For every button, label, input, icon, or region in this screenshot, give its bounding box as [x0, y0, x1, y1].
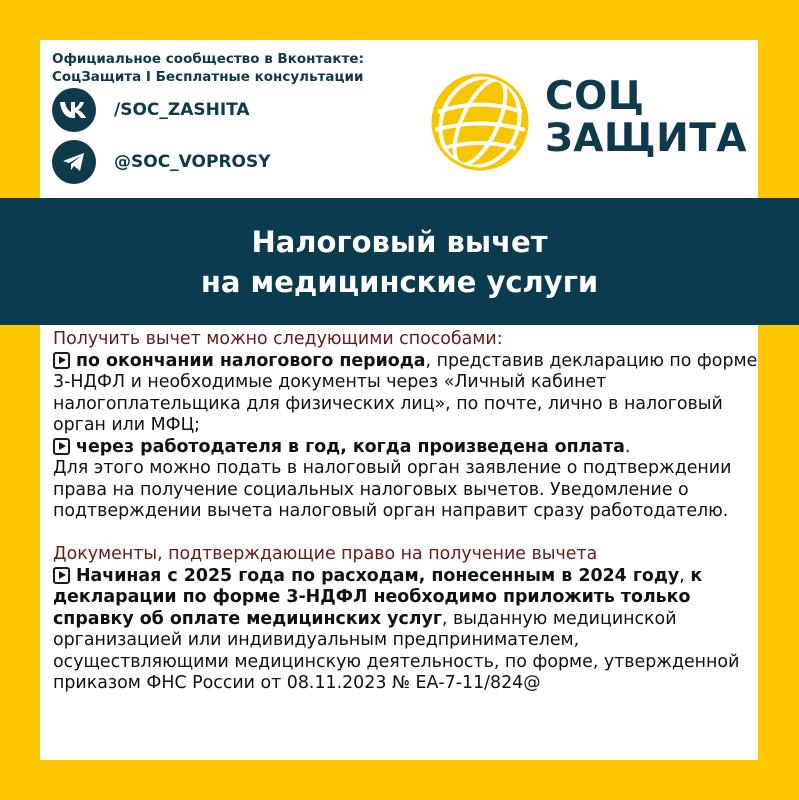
telegram-link[interactable]	[52, 140, 271, 184]
logo-line-1: СОЦ	[545, 74, 645, 119]
telegram-icon	[52, 140, 96, 184]
item-2-text: .	[624, 436, 631, 457]
logo-line-2: ЗАЩИТА	[545, 116, 748, 161]
globe-logo-icon	[430, 72, 530, 176]
play-icon	[53, 352, 70, 369]
section-2-heading: Документы, подтверждающие право на получение вычета	[53, 544, 598, 564]
content-text	[53, 329, 758, 695]
item-3-bold: Начиная с 2025 года по расходам, понесенным в 2024 году	[76, 565, 680, 586]
telegram-handle: @SOC_VOPROSY	[114, 152, 271, 172]
community-line-1: Официальное сообщество в Вконтакте:	[52, 51, 364, 67]
banner-title-line-1: Налоговый вычет	[251, 224, 548, 259]
vk-icon	[52, 88, 96, 132]
vk-handle: /SOC_ZASHITA	[114, 100, 250, 120]
item-1-bold: по окончании налогового периода	[76, 350, 426, 371]
banner-title-line-2: на медицинские услуги	[200, 264, 599, 299]
section-1-heading: Получить вычет можно следующими способами:	[53, 329, 503, 349]
content-card	[40, 325, 758, 760]
item-2-bold: через работодателя в год, когда произведена оплата	[76, 436, 625, 457]
vk-link[interactable]	[52, 88, 250, 132]
play-icon	[53, 438, 70, 455]
brand-logo-text	[545, 76, 747, 160]
paragraph: Для этого можно подать в налоговый орган заявление о подтверждении права на получение социальных налоговых вычетов. Уведомление о подтверждении вычета налоговый орган направит сразу работодателю.	[53, 458, 732, 521]
item-3-comma: ,	[679, 565, 691, 586]
item-3-text: , выданную медицинской организацией или индивидуальным предпринимателем, осуществляющими медицинскую деятельность, по форме, утвержденной приказом ФНС России от 08.11.2023 № ЕА-7-11/824@	[53, 608, 740, 693]
list-item-3	[53, 566, 758, 695]
item-3-bold-2: к декларации по форме 3-НДФЛ необходимо приложить только справку об оплате медицинских услуг	[53, 565, 703, 629]
community-line-2: СоцЗащита I Бесплатные консультации	[52, 69, 364, 85]
community-info	[52, 50, 364, 86]
list-item-1	[53, 351, 758, 437]
play-icon	[53, 567, 70, 584]
list-item-2	[53, 437, 758, 459]
item-1-text: , представив декларацию по форме 3-НДФЛ и необходимые документы через «Личный кабинет налогоплательщика для физических лиц», по почте, лично в налоговый орган или МФЦ;	[53, 350, 758, 435]
title-banner	[0, 198, 799, 325]
header-card	[40, 40, 758, 198]
